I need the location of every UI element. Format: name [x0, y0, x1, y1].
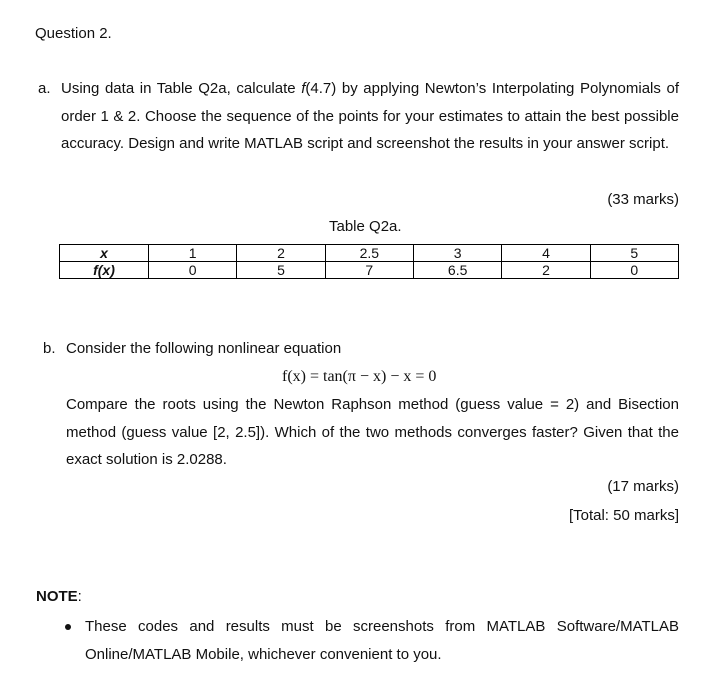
table-cell: 2.5 [325, 245, 413, 262]
question-title: Question 2. [35, 25, 112, 42]
table-row-fx [60, 262, 679, 279]
table-cell: 2 [502, 262, 590, 279]
part-a-marks: (33 marks) [607, 191, 679, 208]
table-cell: 5 [590, 245, 678, 262]
part-a-text-1: Using data in Table Q2a, calculate [61, 80, 302, 97]
table-cell: 2 [237, 245, 325, 262]
table-cell: 6.5 [413, 262, 501, 279]
table-header-fx: f(x) [60, 262, 149, 279]
table-cell: 0 [149, 262, 237, 279]
table-cell: 3 [413, 245, 501, 262]
part-a-text-2: (4.7) by applying Newton’s Interpolating Polynomials of order 1 & 2. Choose the sequence of the points for your estimates to attain the best possible accuracy. Design and write MATLAB script and screenshot the results in your answer script. [61, 80, 679, 152]
note-colon: : [77, 588, 82, 605]
note-title-text: NOTE [36, 588, 78, 605]
part-b-text: Compare the roots using the Newton Raphson method (guess value = 2) and Bisection method (guess value [2, 2.5]). Which of the two methods converges faster? Given that the exact solution is 2.0288. [66, 396, 679, 468]
note-title [36, 588, 82, 605]
table-cell: 1 [149, 245, 237, 262]
part-b-intro: Consider the following nonlinear equation [66, 340, 342, 357]
table-cell: 5 [237, 262, 325, 279]
part-a-label: a. [38, 80, 51, 97]
part-a-text [61, 75, 679, 158]
table-caption: Table Q2a. [329, 218, 402, 235]
table-cell: 4 [502, 245, 590, 262]
table-cell: 7 [325, 262, 413, 279]
table-row-x [60, 245, 679, 262]
data-table [59, 244, 679, 279]
bullet-icon [65, 624, 71, 630]
total-marks: [Total: 50 marks] [568, 507, 679, 524]
part-a-fx: f [301, 80, 306, 97]
table-header-x: x [60, 245, 149, 262]
note-bullet-text: These codes and results must be screenshots from MATLAB Software/MATLAB Online/MATLAB Mobile, whichever convenient to you. [85, 618, 679, 663]
equation: f(x) = tan(π − x) − x = 0 [282, 368, 437, 385]
part-b-label: b. [43, 340, 56, 357]
part-b-marks: (17 marks) [607, 478, 679, 495]
table-cell: 0 [590, 262, 678, 279]
